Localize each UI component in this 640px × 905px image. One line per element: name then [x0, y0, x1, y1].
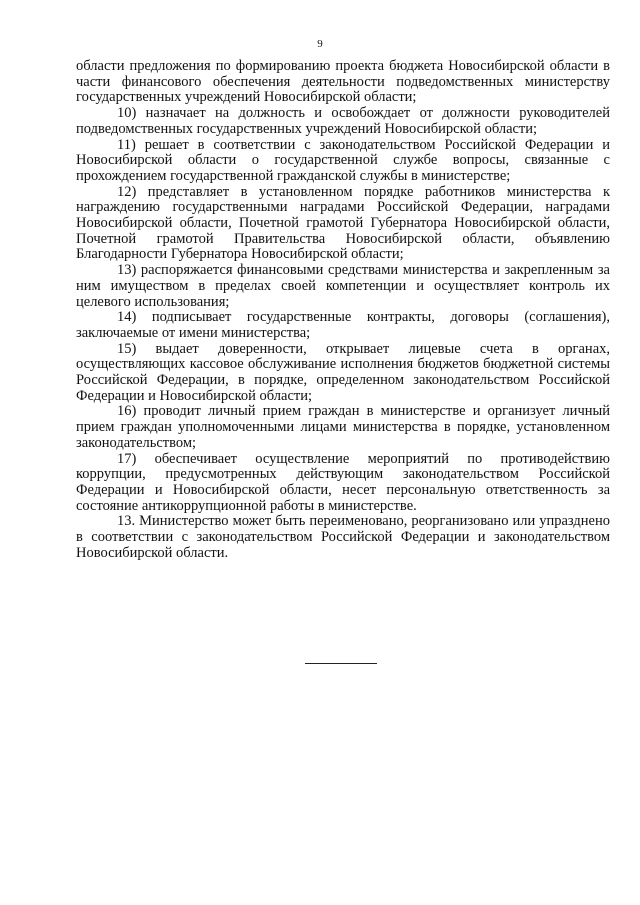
paragraph-item-12: 12) представляет в установленном порядке работников министерства к награждению государственными наградами Российской Федерации, наградами Новосибирской области, Почетной грамотой Губернатора Новосибирской области, Почетной грамотой Правительства Новосибирской области, объявлению Благодарности Губернатора Новосибирской области; [76, 183, 610, 263]
paragraph-item-17: 17) обеспечивает осуществление мероприятий по противодействию коррупции, предусмотренных действующим законодательством Российской Федерации и Новосибирской области, несет персональную ответственность за состояние антикоррупционной работы в министерстве. [76, 450, 610, 514]
paragraph-item-15: 15) выдает доверенности, открывает лицевые счета в органах, осуществляющих кассовое обслуживание исполнения бюджетов бюджетной системы Российской Федерации, в порядке, определенном законодательством Российской Федерации и Новосибирской области; [76, 340, 610, 404]
end-of-document-rule [305, 663, 377, 664]
paragraph-clause-13: 13. Министерство может быть переименовано, реорганизовано или упразднено в соответствии с законодательством Российской Федерации и законодательством Новосибирской области. [76, 513, 610, 561]
paragraph-item-11: 11) решает в соответствии с законодательством Российской Федерации и Новосибирской области о государственной службе вопросы, связанные с прохождением государственной гражданской службы в министерстве; [76, 136, 610, 184]
paragraph-item-14: 14) подписывает государственные контракты, договоры (соглашения), заключаемые от имени министерства; [76, 309, 610, 341]
paragraph-item-16: 16) проводит личный прием граждан в министерстве и организует личный прием граждан уполномоченными лицами министерства в порядке, установленном законодательством; [76, 403, 610, 451]
page-number: 9 [317, 38, 323, 50]
paragraph-continuation: области предложения по формированию проекта бюджета Новосибирской области в части финансового обеспечения деятельности подведомственных министерству государственных учреждений Новосибирской области; [76, 58, 610, 106]
paragraph-item-10: 10) назначает на должность и освобождает от должности руководителей подведомственных государственных учреждений Новосибирской области; [76, 105, 610, 137]
document-body [76, 59, 610, 562]
paragraph-item-13-powers: 13) распоряжается финансовыми средствами министерства и закрепленным за ним имуществом в пределах своей компетенции и осуществляет контроль их целевого использования; [76, 262, 610, 310]
